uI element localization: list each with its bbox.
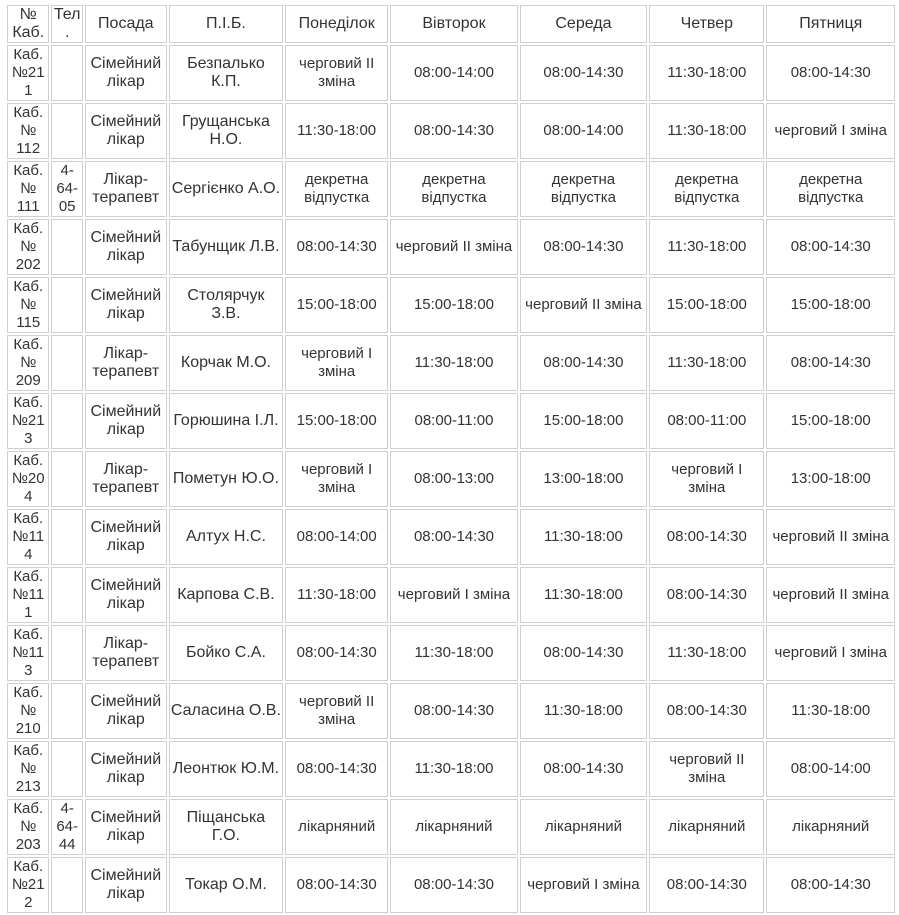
header-tuesday: Вівторок — [390, 5, 517, 43]
cell-friday: 08:00-14:30 — [766, 219, 895, 275]
cell-tuesday: 11:30-18:00 — [390, 625, 517, 681]
cell-room: Каб. №113 — [7, 625, 49, 681]
table-row — [7, 567, 895, 623]
cell-monday: черговий ІІ зміна — [285, 683, 388, 739]
cell-phone — [51, 103, 82, 159]
cell-position: Сімейний лікар — [85, 741, 167, 797]
cell-wednesday: 11:30-18:00 — [520, 567, 647, 623]
cell-friday: 15:00-18:00 — [766, 393, 895, 449]
cell-thursday: 08:00-14:30 — [649, 857, 764, 913]
cell-friday: 13:00-18:00 — [766, 451, 895, 507]
table-row — [7, 741, 895, 797]
cell-room: Каб. № 115 — [7, 277, 49, 333]
cell-monday: черговий ІІ зміна — [285, 45, 388, 101]
cell-phone — [51, 393, 82, 449]
cell-name: Горюшина І.Л. — [169, 393, 283, 449]
cell-phone — [51, 335, 82, 391]
cell-wednesday: черговий ІІ зміна — [520, 277, 647, 333]
cell-wednesday: 08:00-14:30 — [520, 741, 647, 797]
cell-wednesday: декретна відпустка — [520, 161, 647, 217]
cell-tuesday: 08:00-14:30 — [390, 683, 517, 739]
cell-monday: 08:00-14:30 — [285, 741, 388, 797]
cell-monday: 08:00-14:30 — [285, 219, 388, 275]
cell-name: Алтух Н.С. — [169, 509, 283, 565]
cell-tuesday: 08:00-14:30 — [390, 103, 517, 159]
cell-position: Сімейний лікар — [85, 103, 167, 159]
cell-position: Лікар-терапевт — [85, 161, 167, 217]
schedule-table-header — [7, 5, 895, 43]
cell-monday: 15:00-18:00 — [285, 393, 388, 449]
cell-room: Каб. №114 — [7, 509, 49, 565]
cell-tuesday: 08:00-14:30 — [390, 509, 517, 565]
header-name: П.І.Б. — [169, 5, 283, 43]
cell-wednesday: 11:30-18:00 — [520, 509, 647, 565]
header-friday: Пятниця — [766, 5, 895, 43]
table-row — [7, 799, 895, 855]
cell-wednesday: 08:00-14:30 — [520, 45, 647, 101]
cell-thursday: 11:30-18:00 — [649, 219, 764, 275]
cell-phone — [51, 625, 82, 681]
cell-room: Каб. № 203 — [7, 799, 49, 855]
cell-monday: 08:00-14:00 — [285, 509, 388, 565]
cell-wednesday: 15:00-18:00 — [520, 393, 647, 449]
cell-name: Бойко С.А. — [169, 625, 283, 681]
cell-position: Лікар-терапевт — [85, 335, 167, 391]
cell-phone — [51, 567, 82, 623]
cell-position: Лікар-терапевт — [85, 451, 167, 507]
cell-thursday: 08:00-14:30 — [649, 567, 764, 623]
cell-tuesday: 08:00-14:00 — [390, 45, 517, 101]
cell-position: Сімейний лікар — [85, 45, 167, 101]
cell-monday: 11:30-18:00 — [285, 567, 388, 623]
cell-name: Леонтюк Ю.М. — [169, 741, 283, 797]
cell-room: Каб. № 210 — [7, 683, 49, 739]
cell-friday: черговий ІІ зміна — [766, 509, 895, 565]
cell-tuesday: 08:00-14:30 — [390, 857, 517, 913]
cell-phone — [51, 219, 82, 275]
cell-thursday: 11:30-18:00 — [649, 625, 764, 681]
cell-phone: 4-64-05 — [51, 161, 82, 217]
cell-friday: 08:00-14:30 — [766, 857, 895, 913]
cell-name: Саласина О.В. — [169, 683, 283, 739]
cell-name: Сергієнко А.О. — [169, 161, 283, 217]
schedule-table-body — [7, 45, 895, 913]
schedule-table — [5, 3, 897, 915]
cell-thursday: черговий І зміна — [649, 451, 764, 507]
cell-phone — [51, 857, 82, 913]
cell-position: Сімейний лікар — [85, 857, 167, 913]
header-position: Посада — [85, 5, 167, 43]
header-thursday: Четвер — [649, 5, 764, 43]
cell-tuesday: 11:30-18:00 — [390, 741, 517, 797]
cell-monday: лікарняний — [285, 799, 388, 855]
cell-thursday: лікарняний — [649, 799, 764, 855]
table-row — [7, 393, 895, 449]
cell-phone — [51, 683, 82, 739]
cell-wednesday: 08:00-14:30 — [520, 625, 647, 681]
cell-tuesday: 08:00-11:00 — [390, 393, 517, 449]
cell-name: Грущанська Н.О. — [169, 103, 283, 159]
cell-friday: черговий І зміна — [766, 103, 895, 159]
cell-phone — [51, 45, 82, 101]
cell-room: Каб. №213 — [7, 393, 49, 449]
cell-wednesday: 08:00-14:30 — [520, 335, 647, 391]
cell-thursday: 08:00-14:30 — [649, 683, 764, 739]
cell-position: Сімейний лікар — [85, 219, 167, 275]
header-monday: Понеділок — [285, 5, 388, 43]
cell-name: Табунщик Л.В. — [169, 219, 283, 275]
cell-wednesday: лікарняний — [520, 799, 647, 855]
cell-friday: 11:30-18:00 — [766, 683, 895, 739]
cell-friday: декретна відпустка — [766, 161, 895, 217]
cell-room: Каб. № 112 — [7, 103, 49, 159]
table-row — [7, 509, 895, 565]
table-row — [7, 335, 895, 391]
cell-phone — [51, 277, 82, 333]
cell-room: Каб. № 213 — [7, 741, 49, 797]
cell-tuesday: 11:30-18:00 — [390, 335, 517, 391]
table-row — [7, 683, 895, 739]
cell-monday: 11:30-18:00 — [285, 103, 388, 159]
cell-monday: 08:00-14:30 — [285, 857, 388, 913]
cell-monday: черговий І зміна — [285, 451, 388, 507]
cell-phone — [51, 451, 82, 507]
cell-name: Пометун Ю.О. — [169, 451, 283, 507]
cell-monday: 15:00-18:00 — [285, 277, 388, 333]
cell-room: Каб. №111 — [7, 567, 49, 623]
cell-room: Каб. №212 — [7, 857, 49, 913]
cell-name: Токар О.М. — [169, 857, 283, 913]
cell-phone: 4-64-44 — [51, 799, 82, 855]
table-row — [7, 161, 895, 217]
cell-thursday: 11:30-18:00 — [649, 335, 764, 391]
header-wednesday: Середа — [520, 5, 647, 43]
table-row — [7, 103, 895, 159]
cell-tuesday: лікарняний — [390, 799, 517, 855]
cell-friday: черговий І зміна — [766, 625, 895, 681]
header-row — [7, 5, 895, 43]
cell-room: Каб. № 111 — [7, 161, 49, 217]
cell-position: Сімейний лікар — [85, 509, 167, 565]
cell-tuesday: черговий І зміна — [390, 567, 517, 623]
cell-room: Каб. №204 — [7, 451, 49, 507]
cell-position: Сімейний лікар — [85, 683, 167, 739]
cell-position: Сімейний лікар — [85, 393, 167, 449]
cell-tuesday: декретна відпустка — [390, 161, 517, 217]
cell-friday: 08:00-14:30 — [766, 45, 895, 101]
table-row — [7, 45, 895, 101]
cell-thursday: черговий ІІ зміна — [649, 741, 764, 797]
cell-thursday: 08:00-14:30 — [649, 509, 764, 565]
cell-position: Сімейний лікар — [85, 799, 167, 855]
cell-friday: лікарняний — [766, 799, 895, 855]
cell-friday: 15:00-18:00 — [766, 277, 895, 333]
cell-tuesday: 15:00-18:00 — [390, 277, 517, 333]
cell-position: Лікар-терапевт — [85, 625, 167, 681]
table-row — [7, 625, 895, 681]
cell-thursday: 15:00-18:00 — [649, 277, 764, 333]
cell-name: Карпова С.В. — [169, 567, 283, 623]
cell-name: Піщанська Г.О. — [169, 799, 283, 855]
cell-monday: декретна відпустка — [285, 161, 388, 217]
cell-room: Каб. № 202 — [7, 219, 49, 275]
cell-name: Безпалько К.П. — [169, 45, 283, 101]
cell-phone — [51, 741, 82, 797]
cell-thursday: 11:30-18:00 — [649, 45, 764, 101]
cell-friday: 08:00-14:30 — [766, 335, 895, 391]
cell-monday: черговий І зміна — [285, 335, 388, 391]
table-row — [7, 219, 895, 275]
cell-tuesday: черговий ІІ зміна — [390, 219, 517, 275]
cell-friday: 08:00-14:00 — [766, 741, 895, 797]
header-phone: Тел. — [51, 5, 82, 43]
cell-phone — [51, 509, 82, 565]
cell-wednesday: 13:00-18:00 — [520, 451, 647, 507]
table-row — [7, 451, 895, 507]
header-room: № Каб. — [7, 5, 49, 43]
cell-position: Сімейний лікар — [85, 567, 167, 623]
cell-room: Каб. № 209 — [7, 335, 49, 391]
cell-friday: черговий ІІ зміна — [766, 567, 895, 623]
cell-thursday: декретна відпустка — [649, 161, 764, 217]
cell-room: Каб. №211 — [7, 45, 49, 101]
table-row — [7, 277, 895, 333]
cell-wednesday: 11:30-18:00 — [520, 683, 647, 739]
table-row — [7, 857, 895, 913]
cell-wednesday: черговий І зміна — [520, 857, 647, 913]
cell-name: Корчак М.О. — [169, 335, 283, 391]
cell-monday: 08:00-14:30 — [285, 625, 388, 681]
cell-position: Сімейний лікар — [85, 277, 167, 333]
cell-tuesday: 08:00-13:00 — [390, 451, 517, 507]
cell-name: Столярчук З.В. — [169, 277, 283, 333]
cell-wednesday: 08:00-14:30 — [520, 219, 647, 275]
cell-wednesday: 08:00-14:00 — [520, 103, 647, 159]
cell-thursday: 11:30-18:00 — [649, 103, 764, 159]
cell-thursday: 08:00-11:00 — [649, 393, 764, 449]
